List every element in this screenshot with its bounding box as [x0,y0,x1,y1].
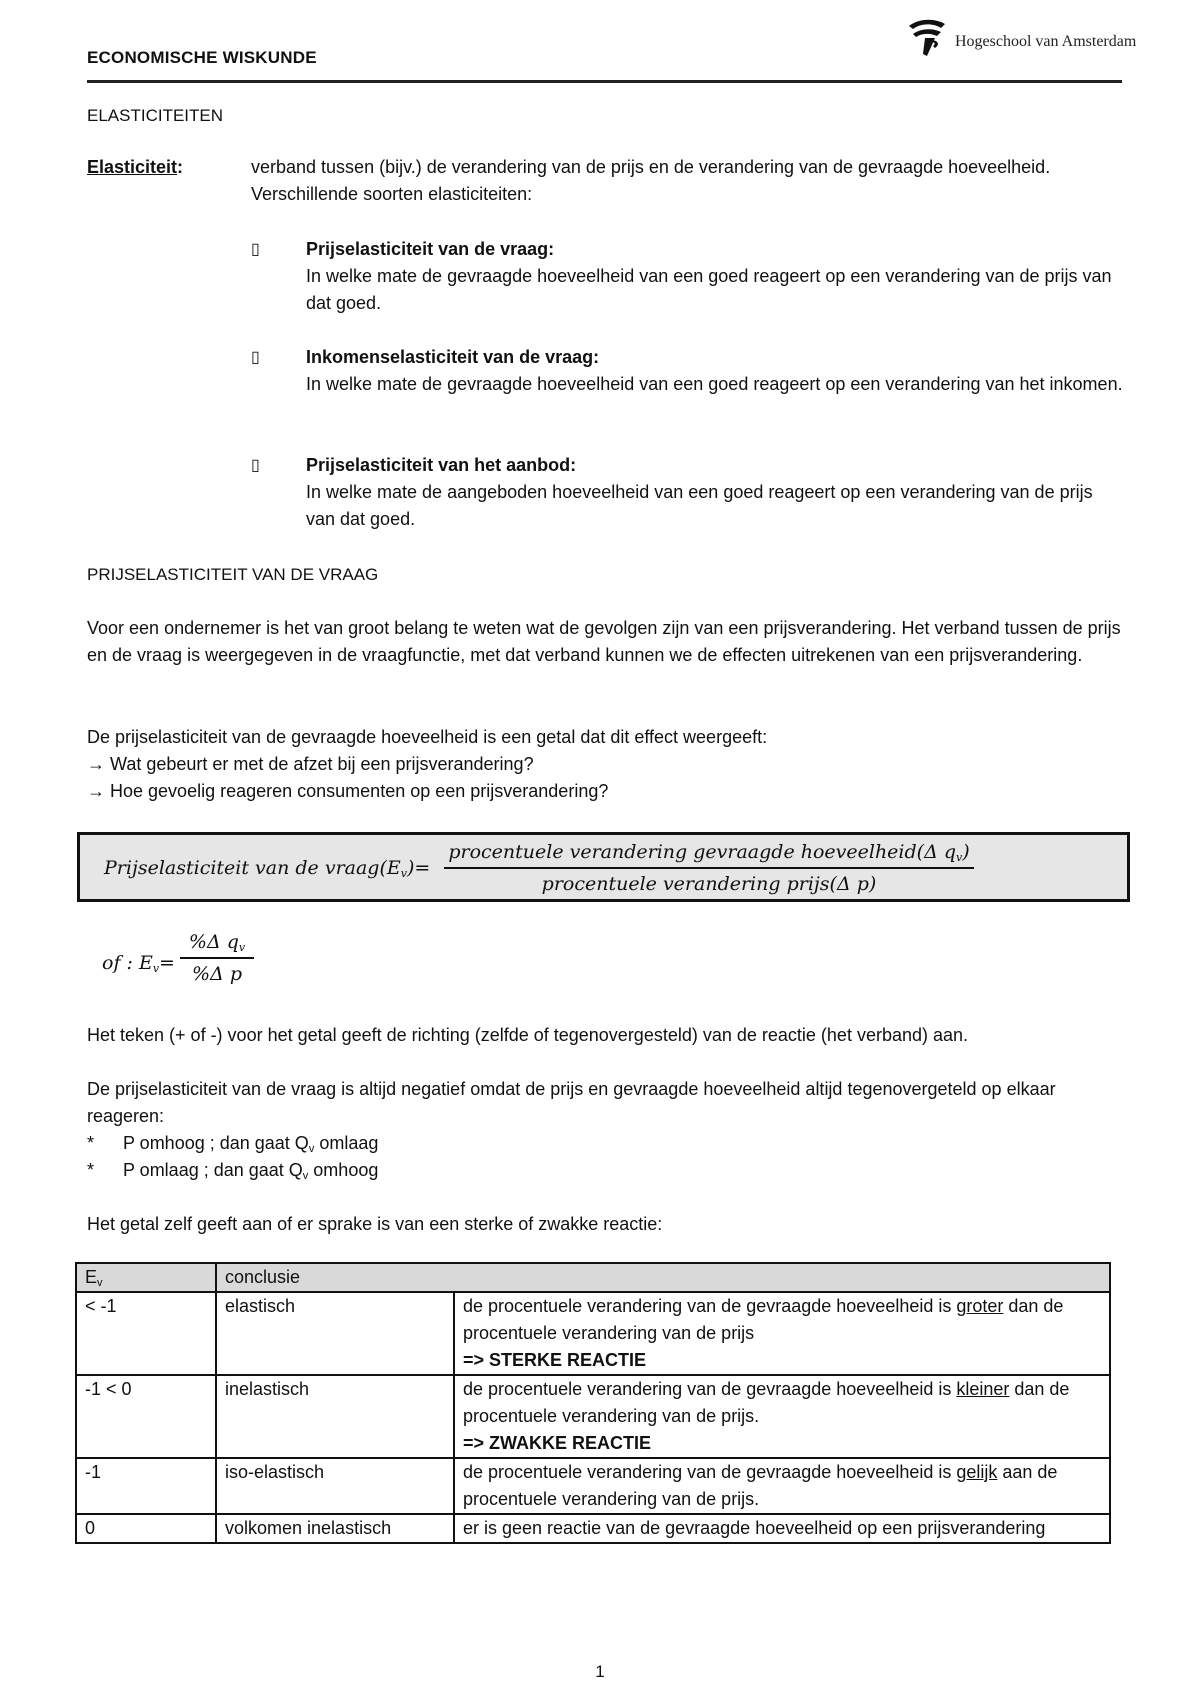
bullet-title: Prijselasticiteit van het aanbod: [306,455,577,475]
alt-formula-prefix-sub: v [152,962,160,975]
table-header-row [76,1263,1110,1292]
question-text: Wat gebeurt er met de afzet bij een prijsverandering? [110,754,534,774]
list-text-sub: v [302,1170,309,1182]
bullet-title: Prijselasticiteit van de vraag: [306,239,555,259]
table-row [76,1292,1110,1375]
fraction-bar [180,957,254,959]
list-item [87,1130,378,1157]
formula-lhs-symbol: E [386,857,401,879]
formula-lhs: Prijselasticiteit van de $vraag(E_v)=$ [104,857,431,880]
formula-fraction [444,838,974,898]
table-cell-conclusion: => STERKE REACTIE [463,1350,647,1370]
formula-lhs-text: Prijselasticiteit van de vraag [104,857,380,879]
table-row [76,1458,1110,1514]
alt-formula-fraction [180,928,254,988]
formula-denominator: procentuele verandering prijs(Δ p) [541,873,877,895]
section-heading-prijselasticiteit: PRIJSELASTICITEIT VAN DE VRAAG [87,565,379,584]
star-marker: * [87,1160,95,1180]
list-text-sub: v [308,1143,315,1155]
table-cell-desc: er is geen reactie van de gevraagde hoeveelheid op een prijsverandering [454,1514,1110,1543]
formula-numerator-delta: Δ q [924,841,957,863]
bullet-item [306,236,1126,317]
hva-logo [905,16,1137,64]
alt-formula-denominator: %Δ p [192,963,242,985]
number-paragraph: Het getal zelf geeft aan of er sprake is van een sterke of zwakke reactie: [87,1214,663,1234]
table-cell-desc: de procentuele verandering van de gevraagde hoeveelheid is groter dan de procentuele verandering van de prijs => STERKE REACTIE [454,1292,1110,1375]
arrow-icon: → [87,754,105,774]
logo-mark-icon [905,16,951,60]
question-line [87,778,608,805]
table-cell-ev: -1 < 0 [76,1375,216,1458]
sign-paragraph: Het teken (+ of -) voor het getal geeft de richting (zelfde of tegenovergesteld) van de reactie (het verband) aan. [87,1025,969,1045]
bullet-icon: ▯ [251,457,260,474]
header-title: ECONOMISCHE WISKUNDE [87,48,317,67]
bullet-icon: ▯ [251,241,260,258]
table-cell-ev: -1 [76,1458,216,1514]
logo-text: Hogeschool van Amsterdam [955,33,1137,50]
table-header-ev: $E_v$ [76,1263,216,1292]
table-cell-label: volkomen inelastisch [216,1514,454,1543]
table-cell-desc: de procentuele verandering van de gevraagde hoeveelheid is gelijk aan de procentuele verandering van de prijs. [454,1458,1110,1514]
table-cell-ev: 0 [76,1514,216,1543]
page-number: 1 [595,1662,605,1681]
formula-denominator-text: procentuele verandering prijs [541,873,830,895]
question-text: Hoe gevoelig reageren consumenten op een prijsverandering? [110,781,609,801]
star-marker: * [87,1133,95,1153]
bullet-description: In welke mate de gevraagde hoeveelheid van een goed reageert op een verandering van de prijs van dat goed. [306,266,1112,313]
alt-formula-numerator-sub: v [238,941,246,954]
term-colon: : [177,157,184,177]
formula-numerator-text: procentuele verandering gevraagde hoeveelheid [448,841,917,863]
header-divider [87,80,1122,83]
list-item [87,1157,378,1184]
table-row [76,1514,1110,1543]
table-cell-label: iso-elastisch [216,1458,454,1514]
bullet-icon: ▯ [251,349,260,366]
term-label [87,154,183,181]
fraction-bar [444,867,974,869]
section-heading-elasticiteiten: ELASTICITEITEN [87,106,224,125]
bullet-description: In welke mate de gevraagde hoeveelheid van een goed reageert op een verandering van het inkomen. [306,374,1123,394]
term-text: Elasticiteit [87,157,178,177]
table-header-conclusie: conclusie [216,1263,1110,1292]
table-cell-ev: < -1 [76,1292,216,1375]
bullet-description: In welke mate de aangeboden hoeveelheid van een goed reageert op een verandering van de prijs van dat goed. [306,482,1093,529]
formula-numerator-sub: v [956,851,963,864]
alt-formula-lhs: of : $E_v=$ [102,952,175,975]
list-text-a: P omhoog ; dan gaat Q [123,1133,309,1153]
term-definition: verband tussen (bijv.) de verandering van de prijs en de verandering van de gevraagde hoeveelheid. Verschillende soorten elasticiteiten: [251,157,1051,204]
list-text-b: omhoog [308,1160,379,1180]
alt-formula-numerator-text: %Δ q [188,931,239,953]
table-cell-desc: de procentuele verandering van de gevraagde hoeveelheid is kleiner dan de procentuele verandering van de prijs. => ZWAKKE REACTIE [454,1375,1110,1458]
effect-paragraph: De prijselasticiteit van de gevraagde hoeveelheid is een getal dat dit effect weergeeft: [87,727,768,747]
list-text-a: P omlaag ; dan gaat Q [123,1160,303,1180]
question-line [87,751,534,778]
formula-numerator: procentuele verandering gevraagde hoeveelheid(Δ $q_v$) [448,841,970,864]
elasticity-table [75,1262,1111,1544]
list-text-b: omlaag [314,1133,379,1153]
table-row [76,1375,1110,1458]
table-cell-label: elastisch [216,1292,454,1375]
formula-denominator-delta: Δ p [836,873,869,895]
bullet-title: Inkomenselasticiteit van de vraag: [306,347,600,367]
bullet-item [306,452,1126,533]
alt-formula-numerator [180,928,254,956]
table-cell-label: inelastisch [216,1375,454,1458]
arrow-icon: → [87,781,105,801]
alt-formula-prefix: of : E [102,952,153,974]
negative-paragraph: De prijselasticiteit van de vraag is altijd negatief omdat de prijs en gevraagde hoeveelheid altijd tegenovergeteld op elkaar reageren: [87,1079,1056,1126]
formula-lhs-sub: v [400,867,407,880]
intro-paragraph: Voor een ondernemer is het van groot belang te weten wat de gevolgen zijn van een prijsverandering. Het verband tussen de prijs en de vraag is weergegeven in de vraagfunctie, met dat verband kunnen we de effecten uitrekenen van een prijsverandering. [87,618,1121,665]
table-cell-conclusion: => ZWAKKE REACTIE [463,1433,652,1453]
bullet-item [306,344,1126,398]
